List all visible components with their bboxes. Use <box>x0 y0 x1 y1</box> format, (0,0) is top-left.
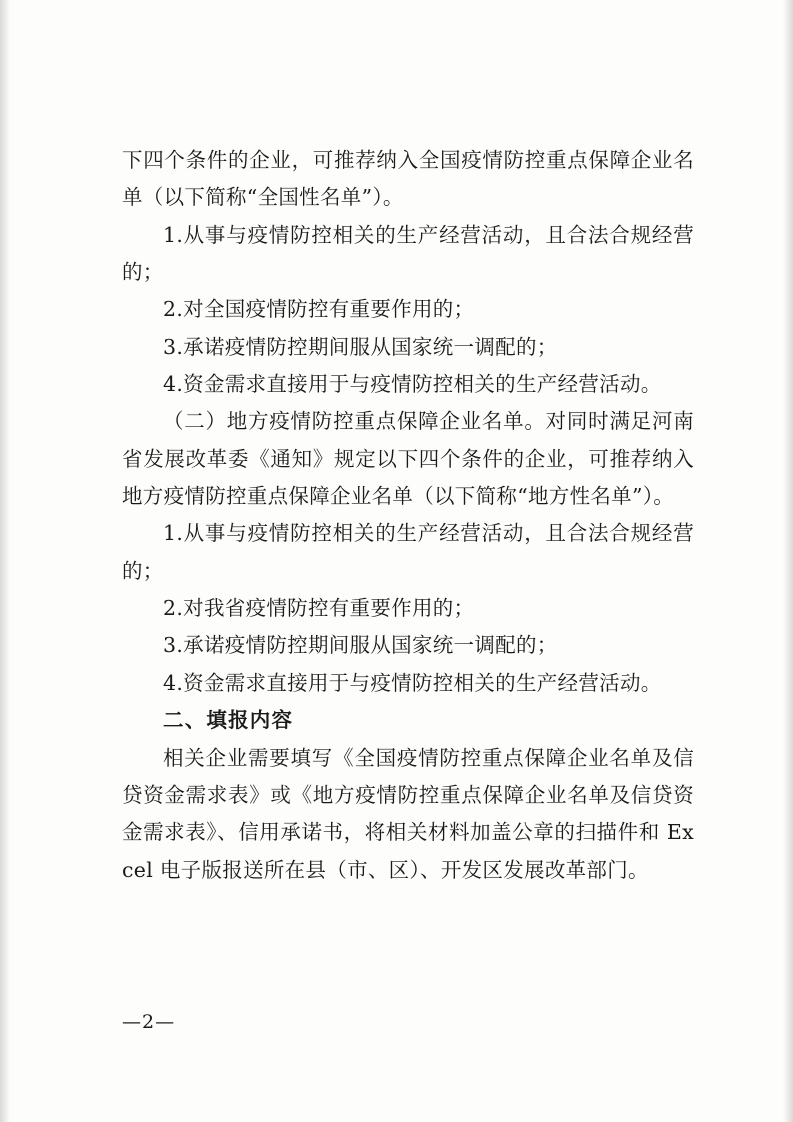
paragraph-local-item-4: 4.资金需求直接用于与疫情防控相关的生产经营活动。 <box>163 670 662 695</box>
document-body <box>122 142 694 889</box>
paragraph-national-item-3: 3.承诺疫情防控期间服从国家统一调配的； <box>163 334 558 359</box>
paragraph-local-item-2: 2.对我省疫情防控有重要作用的； <box>163 596 475 621</box>
page-number: —2— <box>122 1011 176 1033</box>
paragraph-national-item-2: 2.对全国疫情防控有重要作用的； <box>163 297 475 322</box>
paragraph-national-item-1: 1.从事与疫情防控相关的生产经营活动，且合法合规经营的； <box>122 222 694 285</box>
paragraph-national-item-4: 4.资金需求直接用于与疫情防控相关的生产经营活动。 <box>163 372 662 397</box>
paragraph-fill-instructions: 相关企业需要填写《全国疫情防控重点保障企业名单及信贷资金需求表》或《地方疫情防控重点保障企业名单及信贷资金需求表》、信用承诺书，将相关材料加盖公章的扫描件和 Excel 电子版报送所在县（市、区）、开发区发展改革部门。 <box>122 745 694 882</box>
section-heading-fill-content: 二、填报内容 <box>163 708 294 733</box>
paragraph-local-list-intro: （二）地方疫情防控重点保障企业名单。对同时满足河南省发展改革委《通知》规定以下四个条件的企业，可推荐纳入地方疫情防控重点保障企业名单（以下简称“地方性名单”）。 <box>122 409 694 509</box>
paragraph-criteria-intro: 下四个条件的企业，可推荐纳入全国疫情防控重点保障企业名单（以下简称“全国性名单”）。 <box>122 148 694 210</box>
paragraph-local-item-3: 3.承诺疫情防控期间服从国家统一调配的； <box>163 633 558 658</box>
scan-shadow-left <box>0 0 10 1122</box>
scan-shadow-right <box>783 0 793 1122</box>
paragraph-local-item-1: 1.从事与疫情防控相关的生产经营活动，且合法合规经营的； <box>122 521 694 583</box>
